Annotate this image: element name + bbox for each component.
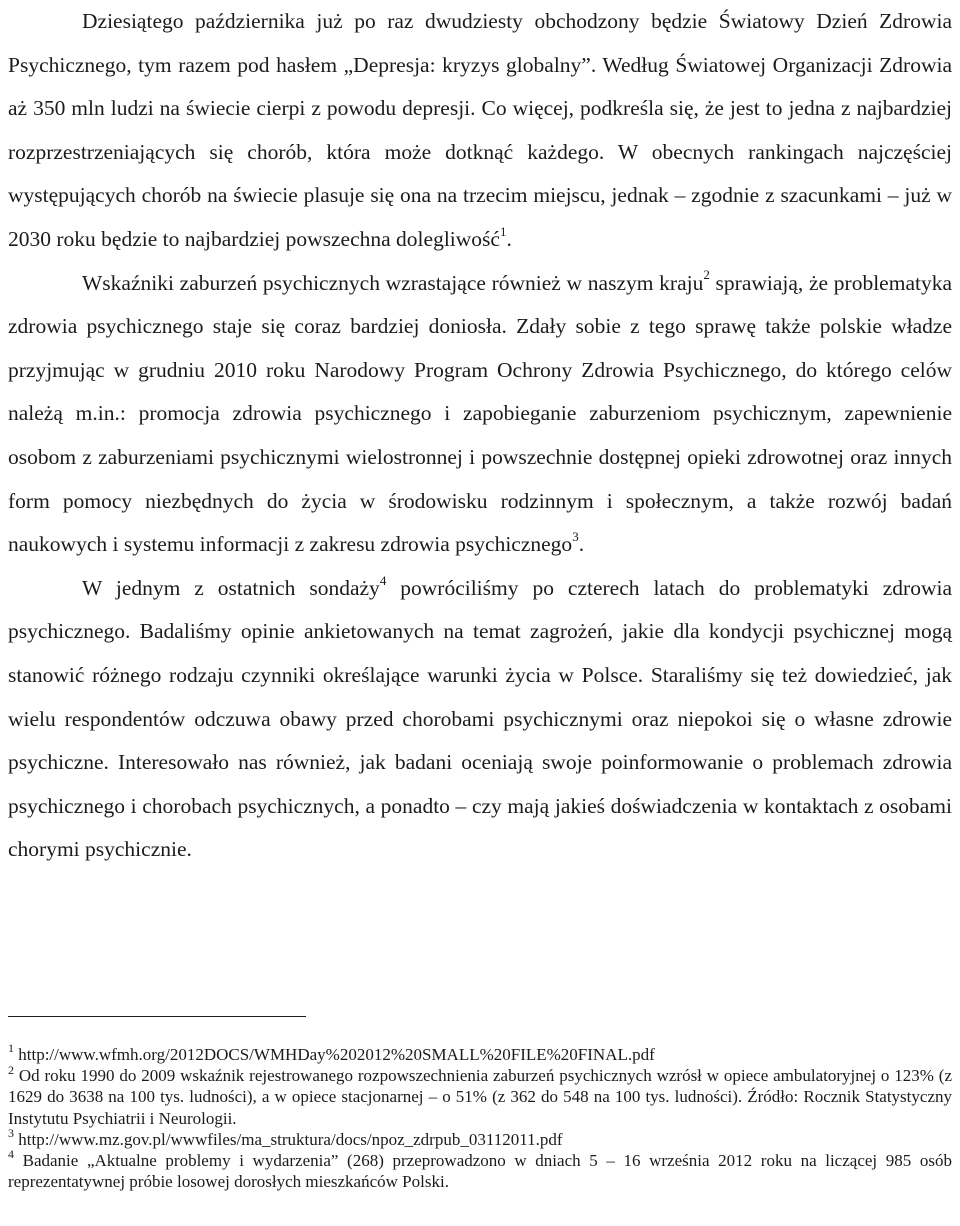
- footnote-ref-1: 1: [499, 223, 507, 239]
- paragraph-1-text-b: .: [506, 226, 512, 251]
- paragraph-2-text-a: Wskaźniki zaburzeń psychicznych wzrastające również w naszym kraju: [82, 270, 704, 295]
- footnote-text: http://www.wfmh.org/2012DOCS/WMHDay%202012%20SMALL%20FILE%20FINAL.pdf: [14, 1045, 655, 1064]
- document-page: [8, 0, 952, 1192]
- footnotes-section: [8, 1041, 952, 1192]
- footnote-1: [8, 1041, 952, 1065]
- paragraph-3-text-a: W jednym z ostatnich sondaży: [82, 575, 380, 600]
- paragraph-2: [8, 262, 952, 567]
- footnote-3: [8, 1126, 952, 1150]
- paragraph-2-text-c: .: [578, 532, 585, 557]
- footnote-ref-4: 4: [379, 572, 387, 588]
- footnote-text: Badanie „Aktualne problemy i wydarzenia” (268) przeprowadzono w dniach 5 – 16 września 2012 roku na liczącej 985 osób reprezentatywnej próbie losowej dorosłych mieszkańców Polski.: [8, 1151, 952, 1192]
- footnote-text: http://www.mz.gov.pl/wwwfiles/ma_struktura/docs/npoz_zdrpub_03112011.pdf: [14, 1129, 563, 1149]
- footnote-ref-3: 3: [572, 528, 579, 544]
- body-text: [8, 0, 952, 872]
- footnote-4: [8, 1147, 952, 1192]
- footnote-number: 2: [8, 1062, 14, 1077]
- footnote-2: [8, 1062, 952, 1129]
- paragraph-3: [8, 567, 952, 872]
- footnote-separator: [8, 1016, 306, 1017]
- footnote-number: 1: [8, 1041, 14, 1056]
- paragraph-1-text-a: Dziesiątego października już po raz dwudziesty obchodzony będzie Światowy Dzień Zdrowia Psychicznego, tym razem pod hasłem „Depresja: kryzys globalny”. Według Światowej Organizacji Zdrowia aż 350 mln ludzi na świecie cierpi z powodu depresji. Co więcej, podkreśla się, że jest to jedna z najbardziej rozprzestrzeniających się chorób, która może dotknąć każdego. W obecnych rankingach najczęściej występujących chorób na świecie plasuje się ona na trzecim miejscu, jednak – zgodnie z szacunkami – już w 2030 roku będzie to najbardziej powszechna dolegliwość: [8, 9, 952, 251]
- paragraph-1: [8, 0, 952, 262]
- footnote-number: 3: [8, 1126, 14, 1141]
- paragraph-2-text-b: sprawiają, że problematyka zdrowia psychicznego staje się coraz bardziej doniosła. Zdały sobie z tego sprawę także polskie władze przyjmując w grudniu 2010 roku Narodowy Program Ochrony Zdrowia Psychicznego, do którego celów należą m.in.: promocja zdrowia psychicznego i zapobieganie zaburzeniom psychicznym, zapewnienie osobom z zaburzeniami psychicznymi wielostronnej i powszechnie dostępnej opieki zdrowotnej oraz innych form pomocy niezbędnych do życia w środowisku rodzinnym i społecznym, a także rozwój badań naukowych i systemu informacji z zakresu zdrowia psychicznego: [8, 270, 952, 557]
- paragraph-3-text-b: powróciliśmy po czterech latach do problematyki zdrowia psychicznego. Badaliśmy opinie ankietowanych na temat zagrożeń, jakie dla kondycji psychicznej mogą stanowić różnego rodzaju czynniki określające warunki życia w Polsce. Staraliśmy się też dowiedzieć, jak wielu respondentów odczuwa obawy przed chorobami psychicznymi oraz niepokoi się o własne zdrowie psychiczne. Interesowało nas również, jak badani oceniają swoje poinformowanie o problemach zdrowia psychicznego i chorobach psychicznych, a ponadto – czy mają jakieś doświadczenia w kontaktach z osobami chorymi psychicznie.: [8, 575, 952, 862]
- footnote-number: 4: [8, 1147, 14, 1162]
- footnote-ref-2: 2: [703, 267, 710, 283]
- footnote-text: Od roku 1990 do 2009 wskaźnik rejestrowanego rozpowszechnienia zaburzeń psychicznych wzrósł w opiece ambulatoryjnej o 123% (z 1629 do 3638 na 100 tys. ludności), a w opiece stacjonarnej – o 51% (z 362 do 548 na 100 tys. ludności). Źródło: Rocznik Statystyczny Instytutu Psychiatrii i Neurologii.: [8, 1066, 952, 1128]
